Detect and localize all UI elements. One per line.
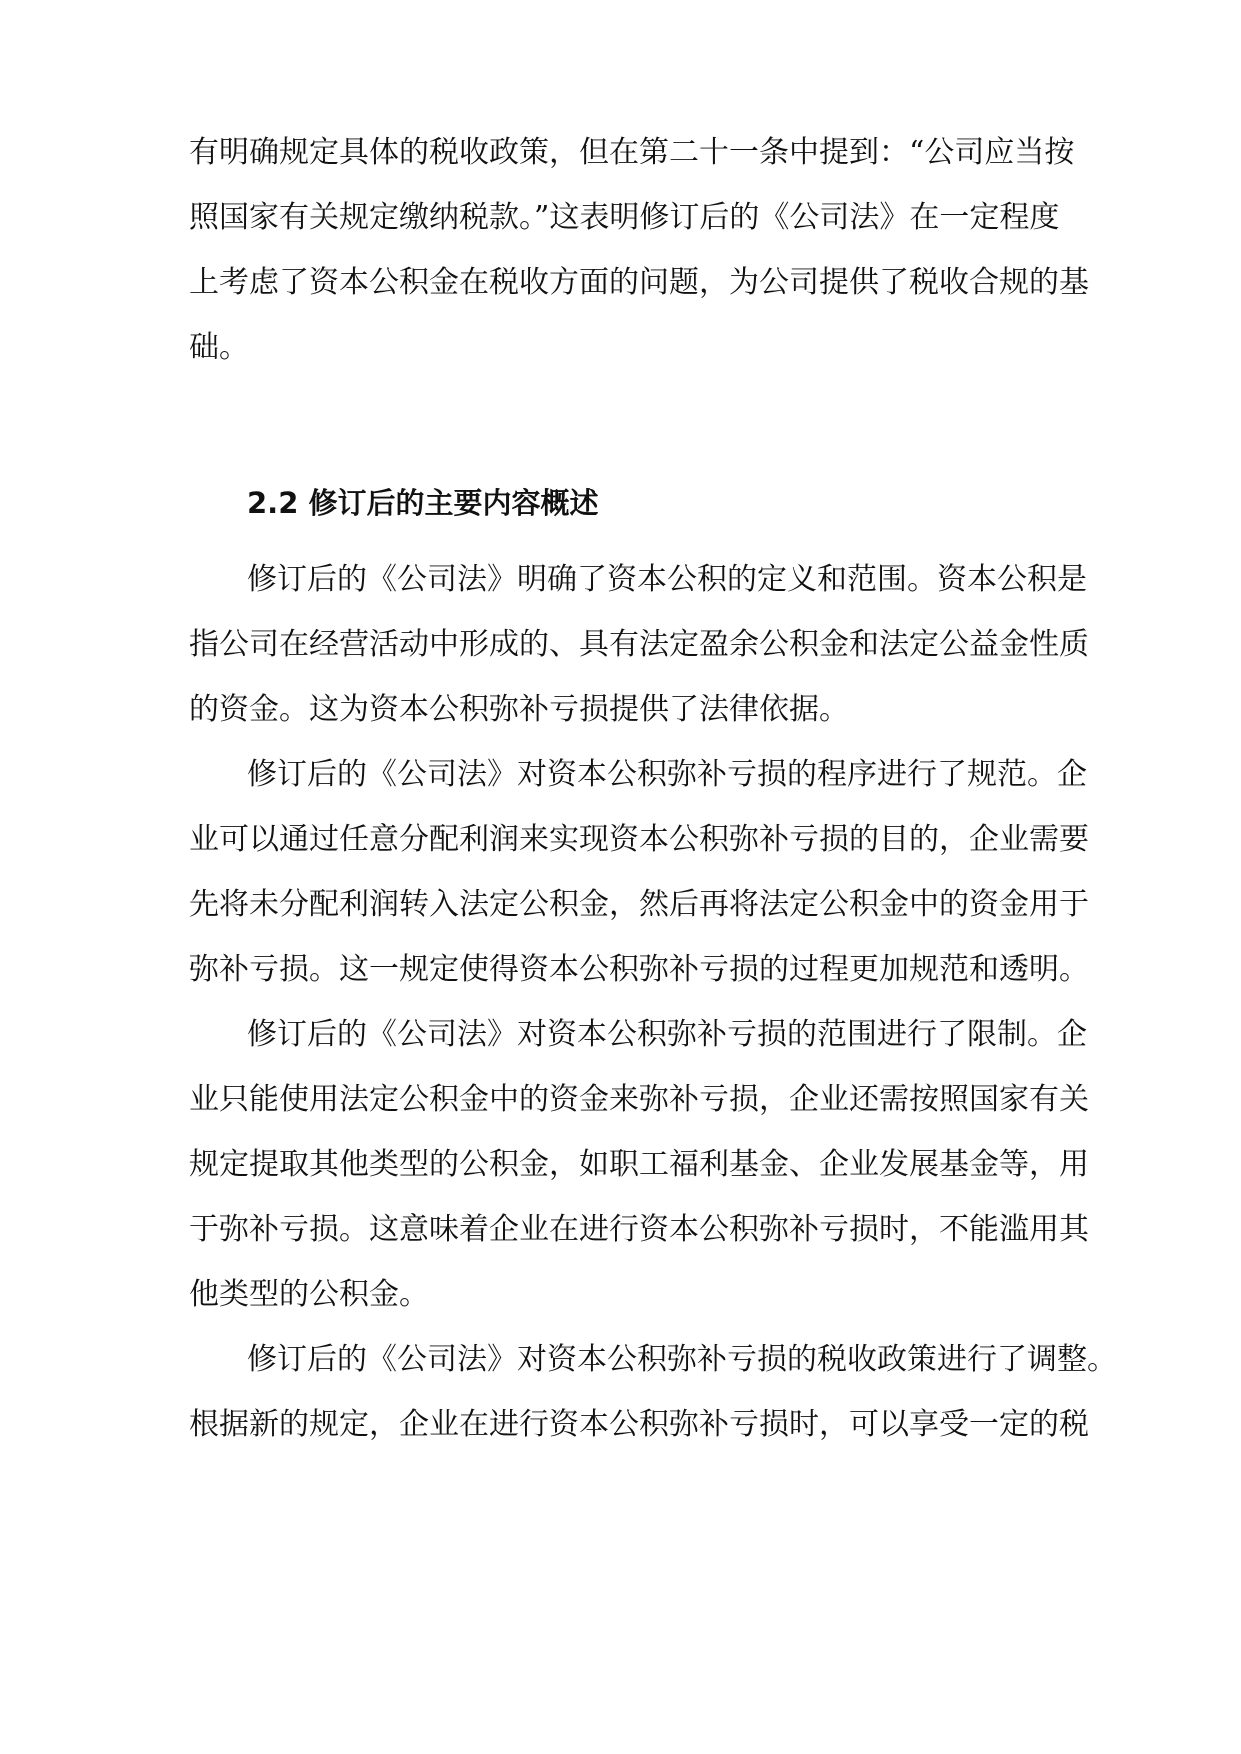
paragraph-3-line-3: 规定提取其他类型的公积金，如职工福利基金、企业发展基金等，用 bbox=[189, 1147, 1089, 1182]
paragraph-3-line-4: 于弥补亏损。这意味着企业在进行资本公积弥补亏损时，不能滥用其 bbox=[189, 1212, 1089, 1247]
section-heading: 2.2 修订后的主要内容概述 bbox=[247, 486, 599, 520]
paragraph-2-line-4: 弥补亏损。这一规定使得资本公积弥补亏损的过程更加规范和透明。 bbox=[189, 952, 1089, 987]
paragraph-2-line-2: 业可以通过任意分配利润来实现资本公积弥补亏损的目的，企业需要 bbox=[189, 822, 1089, 857]
paragraph-4-line-2: 根据新的规定，企业在进行资本公积弥补亏损时，可以享受一定的税 bbox=[189, 1407, 1089, 1442]
paragraph-3-line-1: 修订后的《公司法》对资本公积弥补亏损的范围进行了限制。企 bbox=[247, 1017, 1087, 1052]
intro-line-3: 上考虑了资本公积金在税收方面的问题，为公司提供了税收合规的基 bbox=[189, 265, 1089, 300]
paragraph-4-line-1: 修订后的《公司法》对资本公积弥补亏损的税收政策进行了调整。 bbox=[247, 1342, 1117, 1377]
intro-line-4: 础。 bbox=[189, 330, 249, 365]
paragraph-1-line-1: 修订后的《公司法》明确了资本公积的定义和范围。资本公积是 bbox=[247, 562, 1087, 597]
paragraph-2-line-3: 先将未分配利润转入法定公积金，然后再将法定公积金中的资金用于 bbox=[189, 887, 1089, 922]
paragraph-1-line-3: 的资金。这为资本公积弥补亏损提供了法律依据。 bbox=[189, 692, 849, 727]
intro-line-2: 照国家有关规定缴纳税款。”这表明修订后的《公司法》在一定程度 bbox=[189, 200, 1060, 235]
paragraph-3-line-5: 他类型的公积金。 bbox=[189, 1277, 429, 1312]
paragraph-3-line-2: 业只能使用法定公积金中的资金来弥补亏损，企业还需按照国家有关 bbox=[189, 1082, 1089, 1117]
paragraph-1-line-2: 指公司在经营活动中形成的、具有法定盈余公积金和法定公益金性质 bbox=[189, 627, 1089, 662]
intro-line-1: 有明确规定具体的税收政策，但在第二十一条中提到：“公司应当按 bbox=[189, 135, 1075, 170]
paragraph-2-line-1: 修订后的《公司法》对资本公积弥补亏损的程序进行了规范。企 bbox=[247, 757, 1087, 792]
